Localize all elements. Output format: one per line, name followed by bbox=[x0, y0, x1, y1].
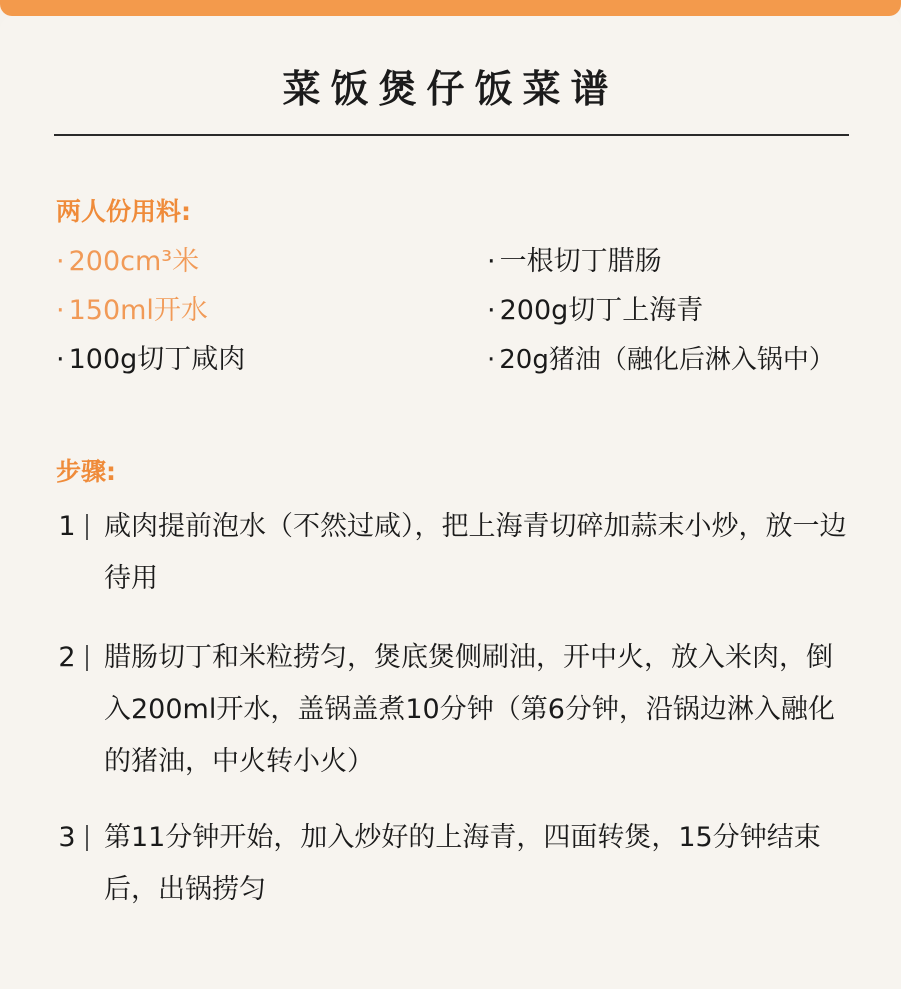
step-separator bbox=[86, 825, 88, 851]
ingredient-item bbox=[487, 246, 662, 278]
top-accent-bar bbox=[0, 0, 901, 16]
bullet-dot: · bbox=[487, 295, 496, 326]
ingredient-text: 100g切丁咸肉 bbox=[68, 344, 246, 375]
step-separator bbox=[86, 514, 88, 540]
ingredient-text: 200cm³米 bbox=[68, 246, 200, 277]
bullet-dot: · bbox=[56, 246, 65, 277]
step-text: 腊肠切丁和米粒捞匀，煲底煲侧刷油，开中火，放入米肉，倒入200ml开水，盖锅盖煮10分钟（第6分钟，沿锅边淋入融化的猪油，中火转小火） bbox=[104, 642, 835, 777]
ingredient-text: 一根切丁腊肠 bbox=[499, 246, 662, 277]
step-number: 1 bbox=[58, 511, 76, 542]
step-text: 第11分钟开始，加入炒好的上海青，四面转煲，15分钟结束后，出锅捞匀 bbox=[104, 822, 821, 905]
bullet-dot: · bbox=[487, 345, 496, 375]
ingredients-heading: 两人份用料: bbox=[56, 197, 191, 226]
step-text: 咸肉提前泡水（不然过咸），把上海青切碎加蒜末小炒，放一边待用 bbox=[104, 511, 847, 594]
ingredient-text: 200g切丁上海青 bbox=[499, 295, 704, 326]
step-number: 2 bbox=[58, 642, 76, 673]
bullet-dot: · bbox=[487, 246, 496, 277]
ingredient-text: 150ml开水 bbox=[68, 295, 208, 326]
ingredient-item bbox=[487, 344, 835, 376]
steps-heading: 步骤: bbox=[56, 457, 116, 486]
step-separator bbox=[86, 645, 88, 671]
ingredient-item bbox=[487, 295, 703, 327]
title-divider bbox=[54, 134, 849, 136]
ingredient-item bbox=[56, 344, 245, 376]
ingredient-item bbox=[56, 246, 199, 278]
recipe-title: 菜饭煲仔饭菜谱 bbox=[282, 67, 619, 111]
ingredient-text: 20g猪油（融化后淋入锅中） bbox=[499, 345, 835, 375]
step-number: 3 bbox=[58, 822, 76, 853]
bullet-dot: · bbox=[56, 344, 65, 375]
ingredient-item bbox=[56, 295, 208, 327]
bullet-dot: · bbox=[56, 295, 65, 326]
